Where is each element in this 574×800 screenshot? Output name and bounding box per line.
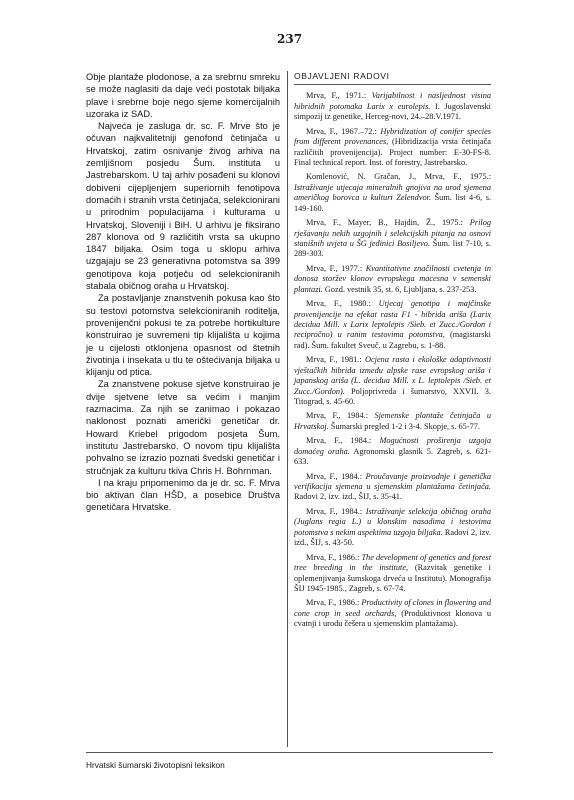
body-paragraph: Za znanstvene pokuse sjetve konstruirao je dvije sjetvene letve sa većim i manjim razmacima. Za njih se zanimao i pokazao naklonost poznati američki genetičar dr. Howard Kriebel prigodom posjeta Šum. institutu Jastrebarsko. O novom tipu klijališta pohvalno se izrazio poznati švedski genetičar i stručnjak za kulturu tkiva Chris H. Bohrnman. [86,379,280,476]
body-text-column [86,71,280,514]
reference-title: The development of genetics and forest tree breeding in the institute, [294,552,491,573]
reference-entry [294,598,491,629]
reference-authors: Mrva, F., 1984.: [306,506,366,516]
reference-source: Radovi 2, izv. izd., ŠIJ, s. 35-41. [294,492,403,502]
reference-source: (Razvitak genetike i oplemenjivanja šumskoga drveća u Institutu). Monografija ŠIJ 1945-1985., Zagreb, s. 67-74. [294,563,491,593]
reference-source: (magistarski rad). Šum. fakultet Sveuč. u Zagrebu, s. 1-88. [294,330,491,350]
reference-title: Proučavanje proizvodnje i genetička verifikacija sjemena u sjemenskim plantažama četinjača. [294,471,492,492]
reference-authors: Mrva, F., 1967.–72.: [306,126,381,136]
reference-source: I. Jugoslavenski simpozij iz genetike, Herceg-novi, 24.–28.V.1971. [294,101,491,122]
reference-source: Šum. list 4-6, s. 149-160. [294,193,491,213]
reference-title: Varijabilnost i nasljednost visina hibridnih potomaka Larix x eurolepis. [294,91,491,111]
reference-authors: Mrva, F., 1980.: [306,299,379,309]
reference-entry [294,299,491,351]
reference-entry [294,127,491,169]
body-paragraph: I na kraju pripomenimo da je dr. sc. F. Mrva bio aktivan član HŠD, a posebice Društva genetičara Hrvatske. [86,477,280,513]
reference-entry [294,91,491,122]
reference-authors: Mrva, F., 1986.: [306,552,362,562]
reference-entry [294,436,491,467]
footer-title: Hrvatski šumarski životopisni leksikon [86,760,225,770]
reference-entry [294,472,491,503]
reference-source: Gozd. vestnik 35, st. 6, Ljubljana, s. 237-253. [322,284,477,294]
page-number: 237 [277,32,303,46]
reference-title: Mogućnosti proširenja uzgoja domaćeg oraha. [294,436,491,456]
reference-authors: Mrva, F., Mayer, B., Hajdin, Ž., 1975.: [306,218,470,228]
reference-source: (Hibridizacija vrsta četinjača različitih provenijencija). Project number: E-30-FS-8. Final technical report. Inst. of forestry, Jastrebarsko. [294,137,491,167]
reference-entry [294,553,491,595]
reference-title: Utjecaj genotipa i majčinske provenijencije na efekat rasta F1 - hibrida ariša (Larix decidua Mill. x Larix leptolepis /Sieb. et Zucc./Gordon i recipročno) u ranim testovima potomstva, [294,299,491,340]
reference-source: Agronomski glasnik 5. Zagreb, s. 621-633. [294,446,491,467]
reference-title: Istraživanje selekcija običnog oraha (Juglans regia L.) u klonskim nasadima i testovima potomstva s nekim aspektima uzgoja biljaka. [294,506,491,537]
reference-source: Poljoprivreda i šumarstvo, XXVII. 3. Titograd, s. 45-60. [294,386,491,406]
reference-authors: Mrva, F., 1981.: [306,355,365,365]
reference-entry [294,172,491,214]
reference-entry [294,411,491,432]
reference-source: (Produktivnost klonova u cvatnji i urodu češera u sjemenskim plantažama). [294,608,491,629]
reference-title: Sjemenske plantaže četinjača u Hrvatskoj. [294,411,492,431]
reference-title: Productivity of clones in flowering and cone crop in seed orchards, [294,598,491,618]
reference-authors: Mrva, F., 1977.: [306,263,366,273]
reference-source: Šumarski pregled 1-2 i 3-4. Skopje, s. 65-77. [328,421,480,431]
reference-authors: Mrva, F., 1984.: [306,436,380,446]
reference-authors: Komlenović, N. Gračan, J., Mrva, F., 1975.: [306,172,491,182]
reference-authors: Mrva, F., 1984.: [306,411,375,421]
reference-authors: Mrva, F., 1971.: [306,91,372,101]
reference-entry [294,218,491,260]
column-divider [287,71,288,747]
reference-entry [294,264,491,295]
reference-list [294,91,491,629]
reference-source: Radovi 2, izv. izd., ŠIJ, s. 43-50. [294,527,491,548]
reference-authors: Mrva, F., 1986.: [306,598,362,608]
body-paragraph: Za postavljanje znanstvenih pokusa kao što su testovi potomstva selekcioniranih roditelja, provenijenčni pokusi te za potrebe hortikulture konstruirao je suvremeni tip klijališta u kojima je u cijelosti otklonjena opasnost od štetnih životinja i insekata u tlu te oštećivanja biljaka u klijanju od ptica. [86,293,280,378]
reference-title: Prilog rješavanju nekih uzgojnih i selekcijskih pitanja na osnovi stanišnih uvjeta u ŠG jedinici Bosiljevo. [294,218,491,248]
reference-title: Hybridization of conifer species from different provenances, [294,126,491,147]
footer-rule [86,752,493,753]
section-heading: OBJAVLJENI RADOVI [294,71,491,85]
reference-source: Šum. list 7-10, s. 289-303. [294,238,491,259]
body-paragraph: Obje plantaže plodonose, a za srebrnu smreku se može naglasiti da daje veći postotak biljaka plave i srebrne boje nego sjeme komercijalnih uzoraka iz SAD. [86,72,280,119]
reference-title: Istraživanje utjecaja mineralnih gnojiva na urod sjemena američkog borovca u kulturi Zelendvor. [294,182,491,203]
reference-entry [294,355,491,407]
reference-title: Ocjena rasta i ekološke adaptivnosti vještačkih hibrida između alpske rase evropskog ariša i japanskog ariša (L. decidua Mill. x L. leptolepis /Sieb. et Zucc./Gordon). [294,355,491,396]
reference-authors: Mrva, F., 1984.: [306,471,366,481]
reference-title: Kvantitativne značilnosti cvetenja in donosa storžev klonov evropskega macesna v semenski plantazi. [294,263,491,294]
references-column [294,71,491,634]
reference-entry [294,507,491,549]
body-paragraph: Najveća je zasluga dr. sc. F. Mrve što je očuvan najkvalitetniji genofond četinjača u Hrvatskoj, zatim osnivanje živog arhiva na zemljišnom posjedu Šum. instituta u Jastrebarskom. U taj arhiv posađeni su klonovi dobiveni cijepljenjem superiornih fenotipova domaćih i stranih vrsta četinjača, selekcionirani u prirodnim populacijama i kulturama u Hrvatskoj, Sloveniji i BiH. U arhivu je fiksirano 287 klonova od 9 različitih vrsta sa ukupno 1847 biljaka. Osim toga u sklopu arhiva uzgajaju se 23 generativna potomstva sa 399 genotipova koja potječu od selekcioniranih stabala običnog oraha u Hrvatskoj. [86,121,280,292]
